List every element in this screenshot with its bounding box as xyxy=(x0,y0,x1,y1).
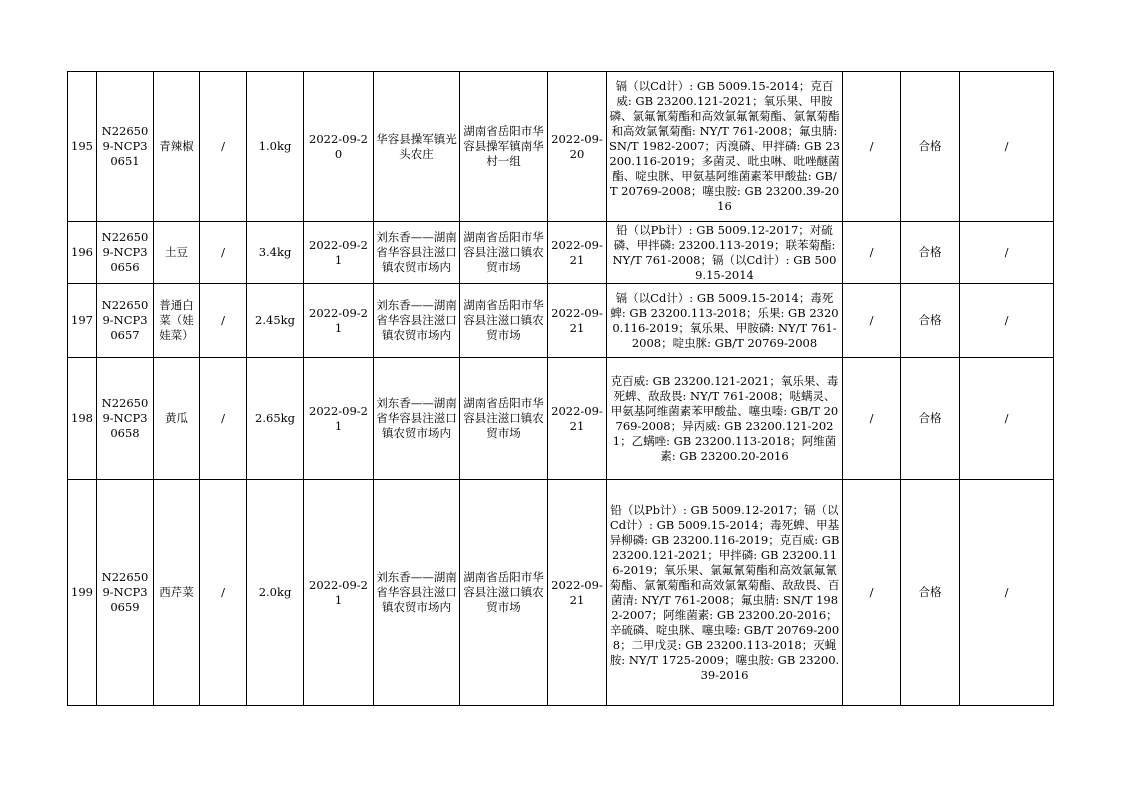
test-standards-cell: 铅（以Pb计）: GB 5009.12-2017；镉（以Cd计）: GB 5009.15-2014；毒死蜱、甲基异柳磷: GB 23200.116-2019；克百威: GB 23200.121-2021；甲拌磷: GB 23200.116-2019；氧乐果、氯氟氰菊酯和高效氯氟氰菊酯、氯氰菊酯和高效氯氰菊酯、敌敌畏、百菌清: NY/T 761-2008；氟虫腈: SN/T 1982-2007；阿维菌素: GB 23200.20-2016；辛硫磷、啶虫脒、噻虫嗪: GB/T 20769-2008；二甲戊灵: GB 23200.113-2018；灭蝇胺: NY/T 1725-2009；噻虫胺: GB 23200.39-2016 xyxy=(607,480,843,706)
brand-cell: / xyxy=(200,358,247,480)
sample-no-cell: N226509-NCP30657 xyxy=(97,284,154,358)
sample-no-cell: N226509-NCP30656 xyxy=(97,222,154,284)
test-date-cell: 2022-09-21 xyxy=(548,358,607,480)
test-standards-cell: 镉（以Cd计）: GB 5009.15-2014；克百威: GB 23200.121-2021；氧乐果、甲胺磷、氯氟氰菊酯和高效氯氟氰菊酯、氯氰菊酯和高效氯氰菊酯: NY/T 761-2008；氟虫腈: SN/T 1982-2007；丙溴磷、甲拌磷: GB 23200.116-2019；多菌灵、吡虫啉、吡唑醚菌酯、啶虫脒、甲氨基阿维菌素苯甲酸盐: GB/T 20769-2008；噻虫胺: GB 23200.39-2016 xyxy=(607,72,843,222)
table-row xyxy=(68,480,1054,706)
test-standards-cell: 镉（以Cd计）: GB 5009.15-2014；毒死蜱: GB 23200.113-2018；乐果: GB 23200.116-2019；氧乐果、甲胺磷: NY/T 761-2008；啶虫脒: GB/T 20769-2008 xyxy=(607,284,843,358)
sample-date-cell: 2022-09-20 xyxy=(304,72,374,222)
quantity-cell: 1.0kg xyxy=(247,72,304,222)
test-standards-cell: 铅（以Pb计）: GB 5009.12-2017；对硫磷、甲拌磷: 23200.113-2019；联苯菊酯: NY/T 761-2008；镉（以Cd计）: GB 5009.15-2014 xyxy=(607,222,843,284)
sampled-unit-cell: 刘东香——湖南省华容县注滋口镇农贸市场内 xyxy=(374,358,460,480)
remarks-cell: / xyxy=(960,284,1054,358)
remarks-cell: / xyxy=(960,72,1054,222)
na-cell: / xyxy=(843,358,901,480)
row-seq-cell: 196 xyxy=(68,222,97,284)
brand-cell: / xyxy=(200,480,247,706)
row-seq-cell: 198 xyxy=(68,358,97,480)
quantity-cell: 2.45kg xyxy=(247,284,304,358)
unit-address-cell: 湖南省岳阳市华容县注滋口镇农贸市场 xyxy=(460,284,548,358)
product-name-cell: 青辣椒 xyxy=(154,72,200,222)
unit-address-cell: 湖南省岳阳市华容县注滋口镇农贸市场 xyxy=(460,358,548,480)
sample-date-cell: 2022-09-21 xyxy=(304,358,374,480)
result-cell: 合格 xyxy=(901,222,960,284)
unit-address-cell: 湖南省岳阳市华容县操军镇南华村一组 xyxy=(460,72,548,222)
result-cell: 合格 xyxy=(901,480,960,706)
test-date-cell: 2022-09-20 xyxy=(548,72,607,222)
quantity-cell: 3.4kg xyxy=(247,222,304,284)
test-date-cell: 2022-09-21 xyxy=(548,284,607,358)
table-row xyxy=(68,358,1054,480)
table-row xyxy=(68,284,1054,358)
sampled-unit-cell: 华容县操军镇光头农庄 xyxy=(374,72,460,222)
unit-address-cell: 湖南省岳阳市华容县注滋口镇农贸市场 xyxy=(460,480,548,706)
sample-no-cell: N226509-NCP30658 xyxy=(97,358,154,480)
na-cell: / xyxy=(843,284,901,358)
result-cell: 合格 xyxy=(901,358,960,480)
sample-date-cell: 2022-09-21 xyxy=(304,480,374,706)
test-date-cell: 2022-09-21 xyxy=(548,480,607,706)
remarks-cell: / xyxy=(960,480,1054,706)
row-seq-cell: 197 xyxy=(68,284,97,358)
na-cell: / xyxy=(843,480,901,706)
na-cell: / xyxy=(843,222,901,284)
sample-date-cell: 2022-09-21 xyxy=(304,222,374,284)
product-name-cell: 西芹菜 xyxy=(154,480,200,706)
na-cell: / xyxy=(843,72,901,222)
quantity-cell: 2.0kg xyxy=(247,480,304,706)
result-cell: 合格 xyxy=(901,284,960,358)
sampled-unit-cell: 刘东香——湖南省华容县注滋口镇农贸市场内 xyxy=(374,284,460,358)
remarks-cell: / xyxy=(960,358,1054,480)
sample-no-cell: N226509-NCP30659 xyxy=(97,480,154,706)
product-name-cell: 土豆 xyxy=(154,222,200,284)
row-seq-cell: 195 xyxy=(68,72,97,222)
product-name-cell: 黄瓜 xyxy=(154,358,200,480)
brand-cell: / xyxy=(200,284,247,358)
sample-date-cell: 2022-09-21 xyxy=(304,284,374,358)
quantity-cell: 2.65kg xyxy=(247,358,304,480)
result-cell: 合格 xyxy=(901,72,960,222)
sample-no-cell: N226509-NCP30651 xyxy=(97,72,154,222)
table-row xyxy=(68,72,1054,222)
brand-cell: / xyxy=(200,72,247,222)
inspection-results-table xyxy=(67,71,1054,706)
sampled-unit-cell: 刘东香——湖南省华容县注滋口镇农贸市场内 xyxy=(374,222,460,284)
test-standards-cell: 克百威: GB 23200.121-2021；氧乐果、毒死蜱、敌敌畏: NY/T 761-2008；哒螨灵、甲氨基阿维菌素苯甲酸盐、噻虫嗪: GB/T 20769-2008；异丙威: GB 23200.121-2021；乙螨唑: GB 23200.113-2018；阿维菌素: GB 23200.20-2016 xyxy=(607,358,843,480)
sampled-unit-cell: 刘东香——湖南省华容县注滋口镇农贸市场内 xyxy=(374,480,460,706)
table-row xyxy=(68,222,1054,284)
unit-address-cell: 湖南省岳阳市华容县注滋口镇农贸市场 xyxy=(460,222,548,284)
product-name-cell: 普通白菜（娃娃菜） xyxy=(154,284,200,358)
brand-cell: / xyxy=(200,222,247,284)
remarks-cell: / xyxy=(960,222,1054,284)
row-seq-cell: 199 xyxy=(68,480,97,706)
test-date-cell: 2022-09-21 xyxy=(548,222,607,284)
